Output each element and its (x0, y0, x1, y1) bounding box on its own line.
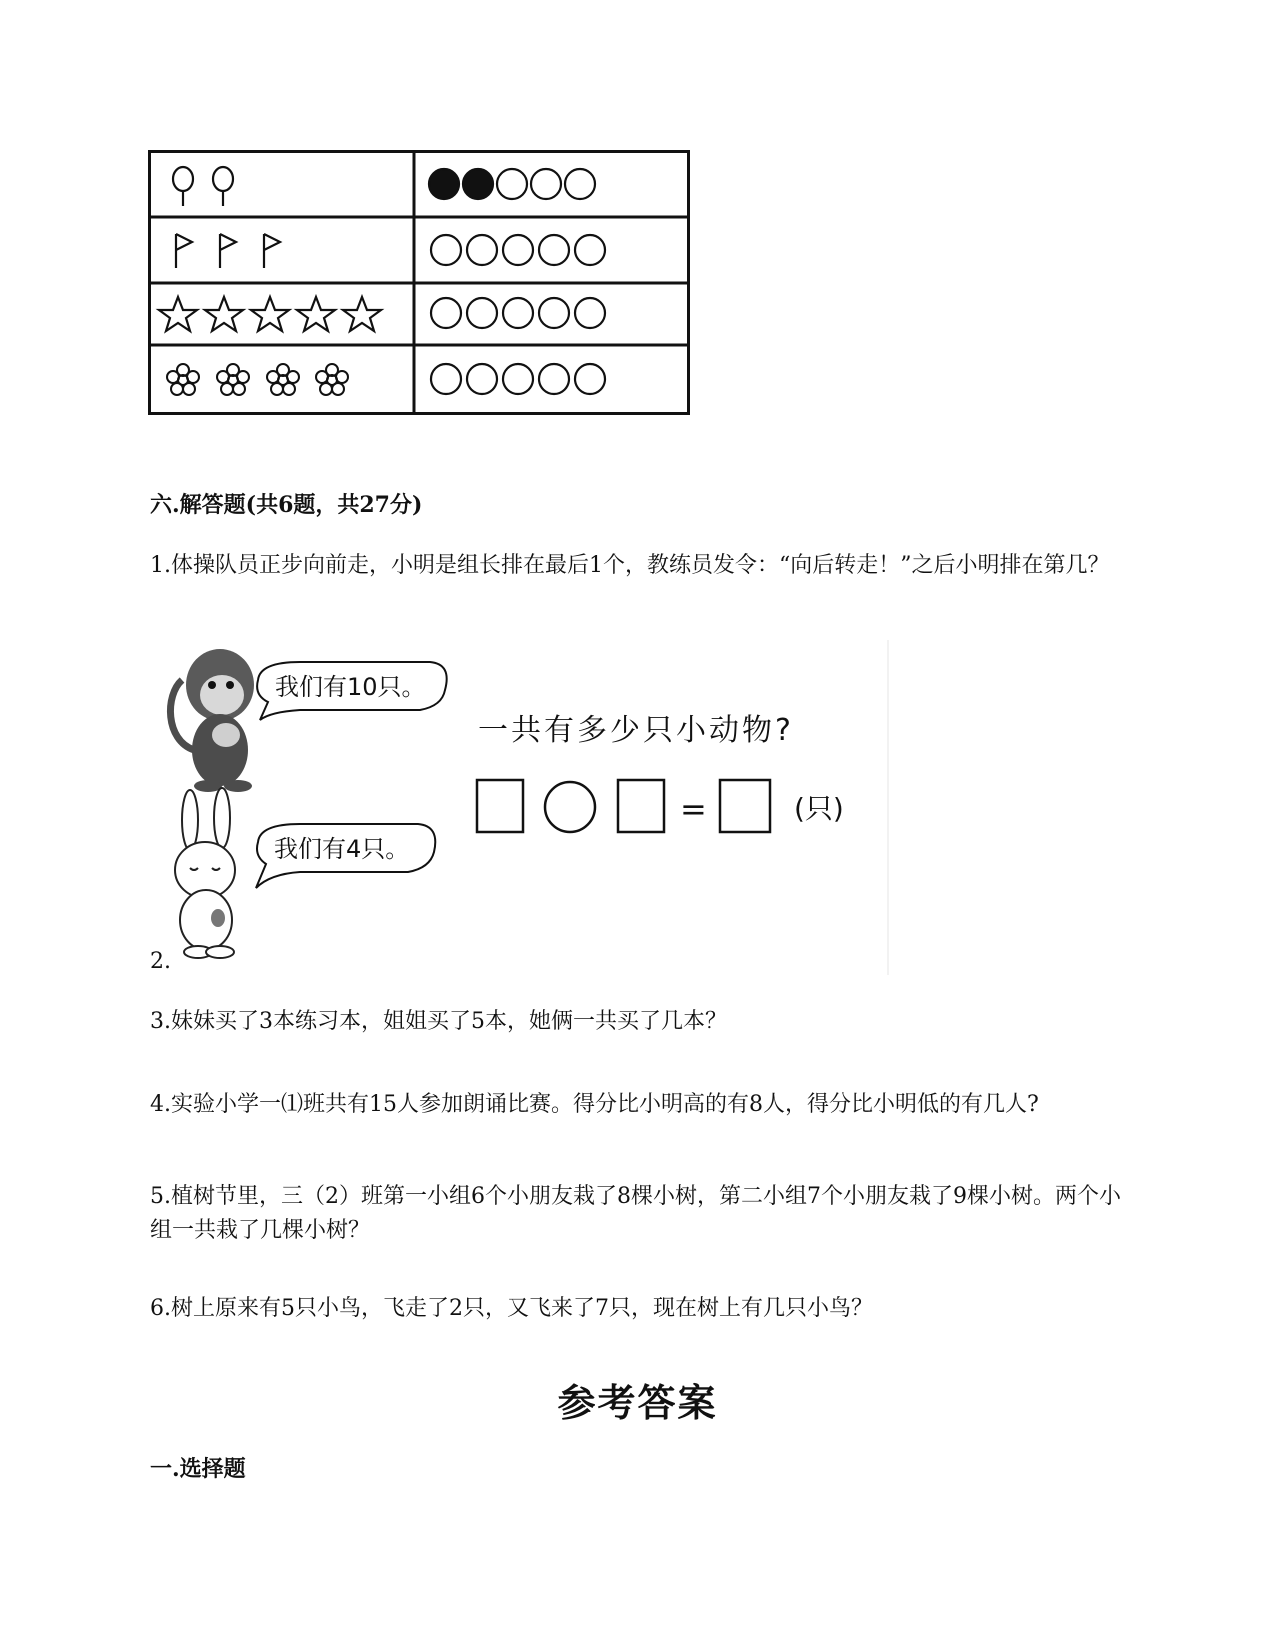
star-icon (205, 297, 243, 331)
flags-group (176, 234, 280, 268)
question-6: 6.树上原来有5只小鸟，飞走了2只，又飞来了7只，现在树上有几只小鸟？ (150, 1296, 873, 1321)
balloons-group (173, 167, 233, 206)
empty-circle (431, 364, 461, 394)
star-icon (297, 297, 335, 331)
answer-box-1[interactable] (477, 780, 523, 832)
empty-circle (467, 235, 497, 265)
flower-icon (316, 364, 348, 395)
empty-circle (575, 364, 605, 394)
answer-box-2[interactable] (618, 780, 664, 832)
equals-sign: = (680, 790, 707, 828)
circles-row-3 (431, 298, 605, 328)
flower-icon (267, 364, 299, 395)
question-3: 3.妹妹买了3本练习本，姐姐买了5本，她俩一共买了几本？ (150, 1009, 727, 1034)
empty-circle (467, 298, 497, 328)
rabbit-icon (175, 788, 235, 958)
question-5: 5.植树节里，三（2）班第一小组6个小朋友栽了8棵小树，第二小组7个小朋友栽了9棵小树。两个小组一共栽了几棵小树？ (150, 1184, 1121, 1243)
empty-circle (503, 364, 533, 394)
animal-addition-illustration (160, 640, 940, 975)
empty-circle (503, 298, 533, 328)
question-2: 2. (150, 949, 171, 974)
empty-circle (431, 235, 461, 265)
empty-circle (575, 298, 605, 328)
flag-icon (176, 234, 192, 268)
flowers-group (167, 364, 348, 395)
answer-box-3[interactable] (720, 780, 770, 832)
balloon-icon (173, 167, 193, 206)
star-icon (343, 297, 381, 331)
section-6-heading: 六.解答题(共6题，共27分) (150, 492, 423, 518)
empty-circle (497, 169, 527, 199)
empty-circle (575, 235, 605, 265)
illustration-question: 一共有多少只小动物? (478, 713, 794, 748)
empty-circle (531, 169, 561, 199)
star-icon (159, 297, 197, 331)
circles-row-2 (431, 235, 605, 265)
empty-circle (431, 298, 461, 328)
empty-circle (503, 235, 533, 265)
empty-circle (539, 298, 569, 328)
flag-icon (220, 234, 236, 268)
balloon-icon (213, 167, 233, 206)
flower-icon (167, 364, 199, 395)
filled-circle (429, 169, 459, 199)
circles-row-1 (429, 169, 595, 199)
empty-circle (565, 169, 595, 199)
operator-circle[interactable] (545, 782, 595, 832)
star-icon (251, 297, 289, 331)
monkey-icon (170, 649, 254, 792)
stars-group (159, 297, 381, 331)
empty-circle (539, 235, 569, 265)
question-1: 1.体操队员正步向前走，小明是组长排在最后1个，教练员发令：“向后转走！”之后小明排在第几？ (150, 553, 1110, 578)
filled-circle (463, 169, 493, 199)
counting-table (148, 150, 690, 415)
reference-answers-title: 参考答案 (557, 1380, 718, 1425)
flower-icon (217, 364, 249, 395)
unit-label: (只) (794, 792, 844, 825)
question-4: 4.实验小学一⑴班共有15人参加朗诵比赛。得分比小明高的有8人，得分比小明低的有几人? (150, 1092, 1039, 1117)
rabbit-speech: 我们有4只。 (274, 835, 410, 863)
empty-circle (539, 364, 569, 394)
empty-circle (467, 364, 497, 394)
section-1-heading: 一.选择题 (150, 1456, 246, 1482)
circles-row-4 (431, 364, 605, 394)
monkey-speech: 我们有10只。 (275, 673, 426, 701)
flag-icon (264, 234, 280, 268)
